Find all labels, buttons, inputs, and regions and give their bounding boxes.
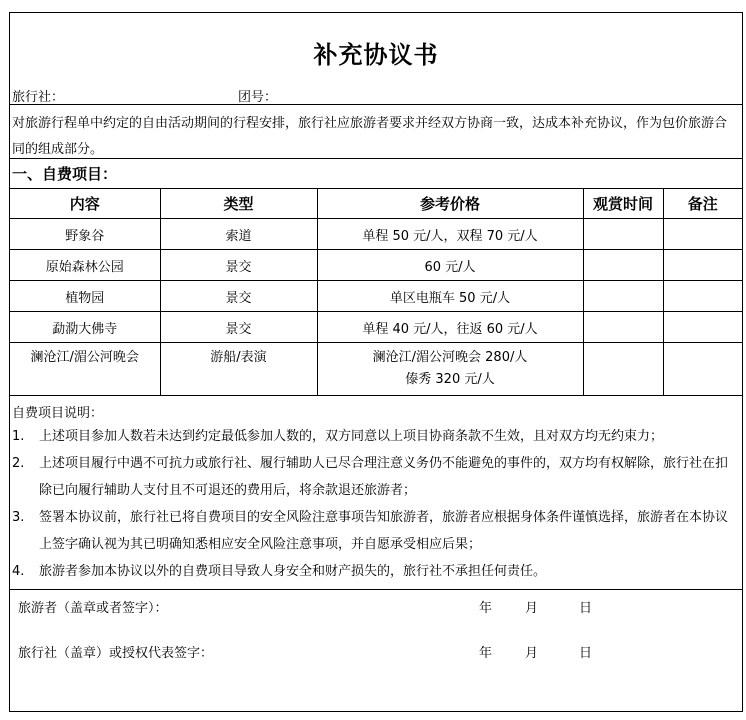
document-title: 补充协议书 <box>313 41 439 69</box>
note-number: 4. <box>12 564 25 579</box>
section-title: 一、自费项目： <box>12 165 118 183</box>
table-row <box>10 250 742 281</box>
note-number: 2. <box>12 456 25 471</box>
cell-price: 单区电瓶车 50 元/人 <box>317 281 583 312</box>
cell-time <box>583 343 663 396</box>
agency-label: 旅行社： <box>12 90 65 105</box>
header-note: 备注 <box>663 189 742 219</box>
table-row <box>10 343 742 396</box>
cell-type: 景交 <box>160 312 317 343</box>
header-time: 观赏时间 <box>583 189 663 219</box>
intro-line-1: 对旅游行程单中约定的自由活动期间的行程安排，旅行社应旅游者要求并经双方协商一致，达成本补充协议，作为包价旅游合 <box>12 116 728 131</box>
cell-type: 景交 <box>160 281 317 312</box>
cell-time <box>583 281 663 312</box>
header-content: 内容 <box>10 189 160 219</box>
cell-note <box>663 281 742 312</box>
cell-note <box>663 250 742 281</box>
tourist-date-day: 日 <box>579 601 593 616</box>
divider <box>10 104 742 105</box>
cell-price: 60 元/人 <box>317 250 583 281</box>
agreement-page <box>9 12 743 712</box>
cell-note <box>663 343 742 396</box>
agency-date-year: 年 <box>479 646 493 661</box>
price-line-1: 澜沧江/湄公河晚会 280/人 <box>372 350 528 365</box>
agency-signature-label: 旅行社（盖章）或授权代表签字： <box>18 646 214 661</box>
cell-time <box>583 312 663 343</box>
notes-title: 自费项目说明： <box>12 406 104 421</box>
note-item <box>12 504 742 558</box>
cell-price <box>317 343 583 396</box>
table-row <box>10 219 742 250</box>
header-type: 类型 <box>160 189 317 219</box>
tourist-signature-label: 旅游者（盖章或者签字）： <box>18 601 168 616</box>
note-number: 1. <box>12 429 25 444</box>
cell-content: 原始森林公园 <box>10 250 160 281</box>
price-line-2: 傣秀 320 元/人 <box>405 372 495 387</box>
header-price: 参考价格 <box>317 189 583 219</box>
note-line: 除已向履行辅助人支付且不可退还的费用后，将余款退还旅游者； <box>39 483 417 498</box>
group-label: 团号： <box>238 90 278 105</box>
cell-note <box>663 312 742 343</box>
cell-type: 索道 <box>160 219 317 250</box>
note-line: 上述项目履行中遇不可抗力或旅行社、履行辅助人已尽合理注意义务仍不能避免的事件的，双方均有权解除，旅行社在扣 <box>39 456 729 471</box>
note-line: 旅游者参加本协议以外的自费项目导致人身安全和财产损失的，旅行社不承担任何责任。 <box>39 564 547 579</box>
cell-content: 勐泐大佛寺 <box>10 312 160 343</box>
cell-time <box>583 250 663 281</box>
intro-line-2: 同的组成部分。 <box>12 142 104 157</box>
cell-time <box>583 219 663 250</box>
note-line: 上签字确认视为其已明确知悉相应安全风险注意事项，并自愿承受相应后果； <box>39 537 482 552</box>
tourist-date-month: 月 <box>525 601 539 616</box>
note-line: 签署本协议前，旅行社已将自费项目的安全风险注意事项告知旅游者，旅游者应根据身体条件谨慎选择，旅游者在本协议 <box>39 510 729 525</box>
fee-items-table <box>10 188 742 396</box>
table-row <box>10 281 742 312</box>
note-item <box>12 558 742 585</box>
cell-note <box>663 219 742 250</box>
divider <box>10 589 742 590</box>
cell-content: 植物园 <box>10 281 160 312</box>
cell-type: 游船/表演 <box>160 343 317 396</box>
cell-price: 单程 50 元/人，双程 70 元/人 <box>317 219 583 250</box>
cell-content: 野象谷 <box>10 219 160 250</box>
note-item <box>12 450 742 504</box>
cell-content: 澜沧江/湄公河晚会 <box>10 343 160 396</box>
note-item <box>12 423 742 450</box>
agency-date-day: 日 <box>579 646 593 661</box>
note-line: 上述项目参加人数若未达到约定最低参加人数的，双方同意以上项目协商条款不生效，且对双方均无约束力； <box>39 429 664 444</box>
divider <box>10 158 742 159</box>
cell-type: 景交 <box>160 250 317 281</box>
table-header-row <box>10 189 742 219</box>
table-row <box>10 312 742 343</box>
tourist-date-year: 年 <box>479 601 493 616</box>
agency-date-month: 月 <box>525 646 539 661</box>
cell-price: 单程 40 元/人，往返 60 元/人 <box>317 312 583 343</box>
note-number: 3. <box>12 510 25 525</box>
